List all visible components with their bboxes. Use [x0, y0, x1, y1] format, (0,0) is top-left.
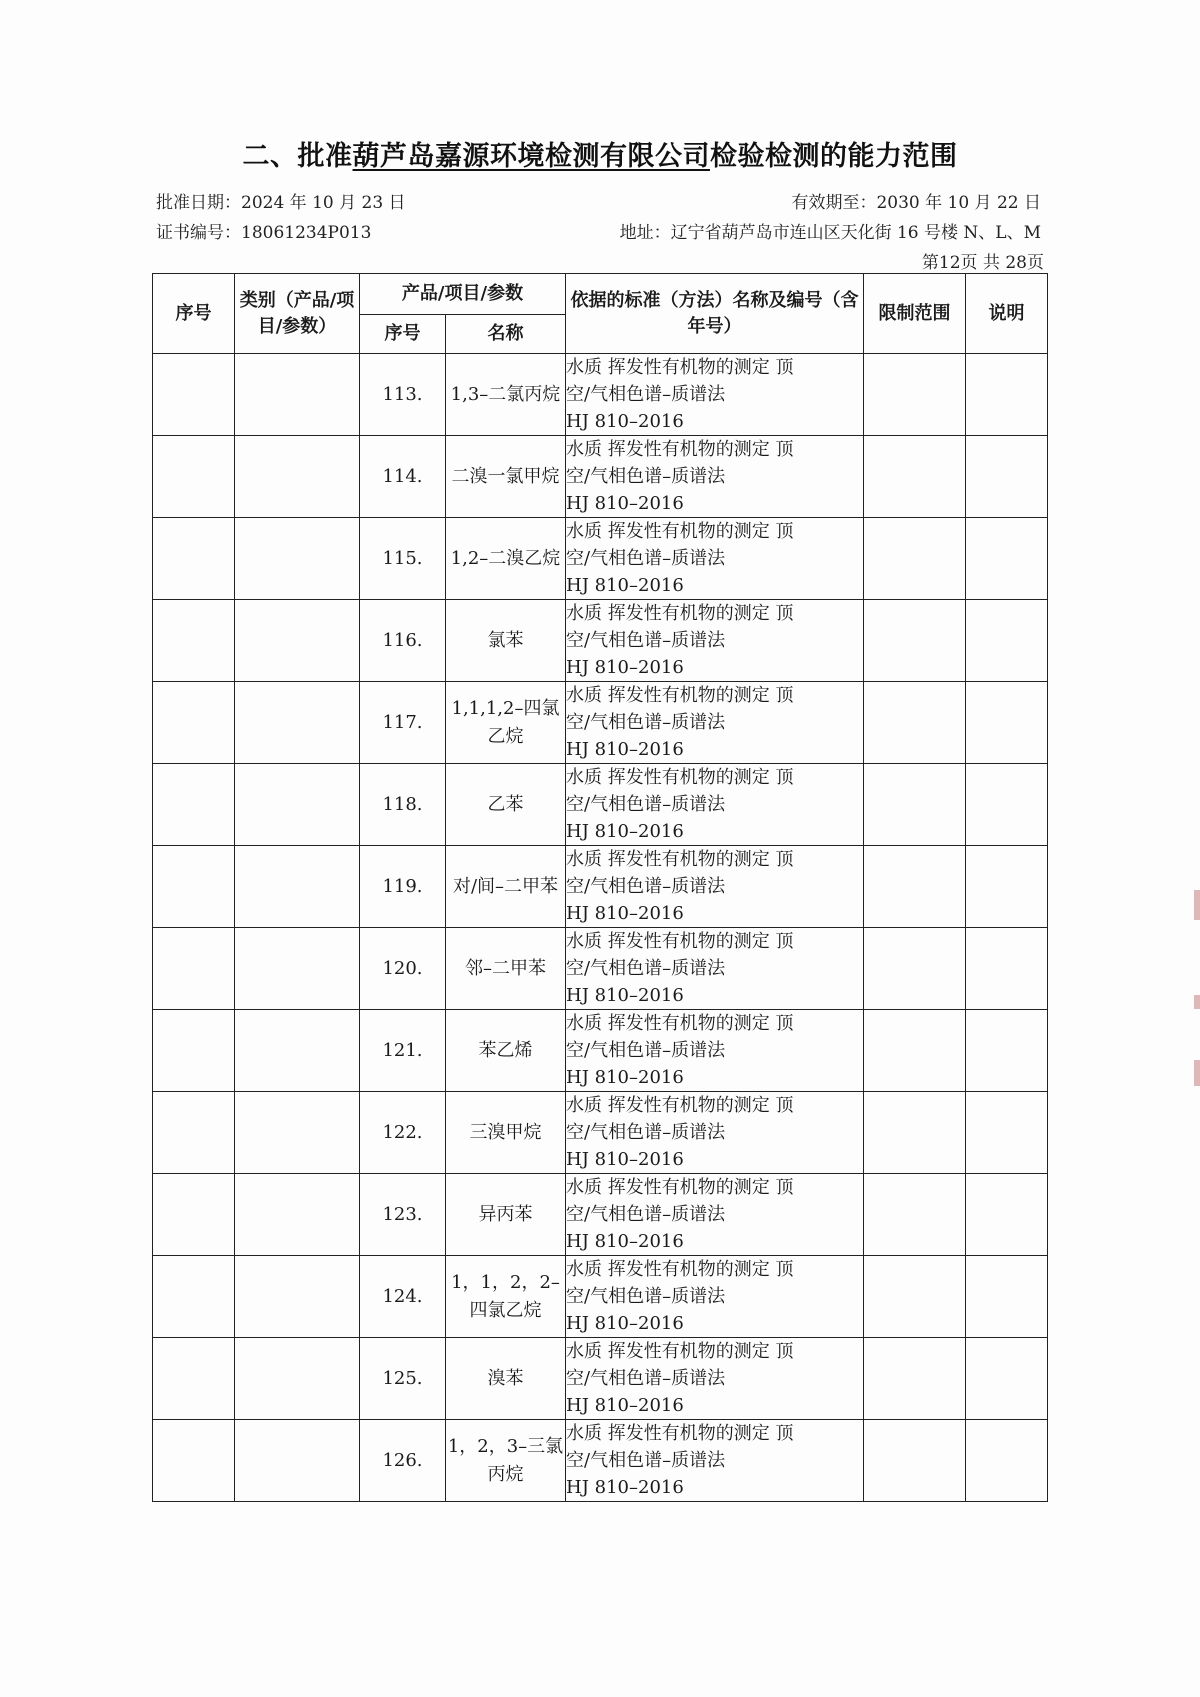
- cell-category: [235, 682, 360, 764]
- standard-line: 空/气相色谱–质谱法: [566, 384, 726, 405]
- cell-item-name: 对/间–二甲苯: [446, 846, 566, 928]
- cell-note: [966, 928, 1048, 1010]
- cell-note: [966, 682, 1048, 764]
- cell-note: [966, 436, 1048, 518]
- cell-seq: [153, 436, 235, 518]
- standard-line: 空/气相色谱–质谱法: [566, 1122, 726, 1143]
- cell-seq: [153, 846, 235, 928]
- cell-item-no: 116.: [360, 600, 446, 682]
- capability-scope-table: [152, 273, 1048, 1502]
- table-row: [153, 846, 1048, 928]
- cell-item-name: 1，2，3–三氯丙烷: [446, 1420, 566, 1502]
- cell-note: [966, 1256, 1048, 1338]
- standard-code: HJ 810–2016: [566, 657, 684, 678]
- cell-note: [966, 1174, 1048, 1256]
- standard-line: 空/气相色谱–质谱法: [566, 794, 726, 815]
- cell-seq: [153, 764, 235, 846]
- cell-standard: [566, 1092, 864, 1174]
- cell-seq: [153, 682, 235, 764]
- header-sub-name: 名称: [446, 315, 566, 354]
- standard-code: HJ 810–2016: [566, 1149, 684, 1170]
- table-row: [153, 1338, 1048, 1420]
- header-limit: 限制范围: [864, 274, 966, 354]
- cell-note: [966, 764, 1048, 846]
- cell-category: [235, 1010, 360, 1092]
- cell-limit: [864, 1174, 966, 1256]
- cell-note: [966, 1010, 1048, 1092]
- seal-edge-mark: [1194, 995, 1200, 1009]
- cell-limit: [864, 682, 966, 764]
- address: 地址：辽宁省葫芦岛市连山区天化街 16 号楼 N、L、M: [619, 223, 1041, 243]
- cell-item-no: 125.: [360, 1338, 446, 1420]
- cell-item-name: 溴苯: [446, 1338, 566, 1420]
- cell-standard: [566, 682, 864, 764]
- title-prefix: 二、批准: [242, 141, 353, 172]
- cell-standard: [566, 1174, 864, 1256]
- cell-category: [235, 1338, 360, 1420]
- standard-line: 空/气相色谱–质谱法: [566, 1204, 726, 1225]
- cell-standard: [566, 928, 864, 1010]
- table-row: [153, 928, 1048, 1010]
- cell-item-name: 1,2–二溴乙烷: [446, 518, 566, 600]
- table-body: [153, 354, 1048, 1502]
- cell-note: [966, 518, 1048, 600]
- cell-limit: [864, 600, 966, 682]
- cell-item-name: 1,1,1,2–四氯乙烷: [446, 682, 566, 764]
- cell-category: [235, 1256, 360, 1338]
- header-product-group: 产品/项目/参数: [360, 274, 566, 315]
- table-row: [153, 1420, 1048, 1502]
- standard-line: 水质 挥发性有机物的测定 顶: [566, 685, 794, 706]
- cell-seq: [153, 600, 235, 682]
- certificate-number: 证书编号：18061234P013: [156, 223, 372, 243]
- table-row: [153, 764, 1048, 846]
- standard-code: HJ 810–2016: [566, 493, 684, 514]
- standard-code: HJ 810–2016: [566, 1313, 684, 1334]
- page-info: 第12页 共 28页: [921, 253, 1044, 273]
- cell-seq: [153, 1092, 235, 1174]
- cell-note: [966, 1092, 1048, 1174]
- cell-item-name: 1,3–二氯丙烷: [446, 354, 566, 436]
- cell-standard: [566, 1256, 864, 1338]
- standard-line: 水质 挥发性有机物的测定 顶: [566, 439, 794, 460]
- cell-item-name: 氯苯: [446, 600, 566, 682]
- cell-item-name: 三溴甲烷: [446, 1092, 566, 1174]
- cell-category: [235, 354, 360, 436]
- cell-limit: [864, 1338, 966, 1420]
- standard-line: 空/气相色谱–质谱法: [566, 630, 726, 651]
- cell-seq: [153, 1256, 235, 1338]
- standard-line: 水质 挥发性有机物的测定 顶: [566, 1423, 794, 1444]
- cell-item-no: 117.: [360, 682, 446, 764]
- table-row: [153, 1010, 1048, 1092]
- cell-item-name: 异丙苯: [446, 1174, 566, 1256]
- standard-line: 水质 挥发性有机物的测定 顶: [566, 357, 794, 378]
- cell-item-no: 118.: [360, 764, 446, 846]
- cell-limit: [864, 1010, 966, 1092]
- standard-line: 空/气相色谱–质谱法: [566, 876, 726, 897]
- cell-item-no: 123.: [360, 1174, 446, 1256]
- cell-standard: [566, 1420, 864, 1502]
- cell-seq: [153, 354, 235, 436]
- cell-standard: [566, 354, 864, 436]
- cell-item-no: 114.: [360, 436, 446, 518]
- title-organization: 葫芦岛嘉源环境检测有限公司: [352, 141, 710, 172]
- table-row: [153, 518, 1048, 600]
- cell-category: [235, 1420, 360, 1502]
- standard-line: 空/气相色谱–质谱法: [566, 1368, 726, 1389]
- cell-item-no: 119.: [360, 846, 446, 928]
- cell-item-name: 乙苯: [446, 764, 566, 846]
- cell-item-name: 苯乙烯: [446, 1010, 566, 1092]
- standard-code: HJ 810–2016: [566, 1067, 684, 1088]
- cell-standard: [566, 518, 864, 600]
- cell-limit: [864, 764, 966, 846]
- cell-category: [235, 436, 360, 518]
- table-row: [153, 682, 1048, 764]
- cell-standard: [566, 846, 864, 928]
- standard-line: 水质 挥发性有机物的测定 顶: [566, 1095, 794, 1116]
- standard-code: HJ 810–2016: [566, 739, 684, 760]
- cell-limit: [864, 1256, 966, 1338]
- header-standard: 依据的标准（方法）名称及编号（含年号）: [566, 274, 864, 354]
- standard-code: HJ 810–2016: [566, 1231, 684, 1252]
- standard-code: HJ 810–2016: [566, 411, 684, 432]
- cell-limit: [864, 518, 966, 600]
- cell-item-no: 120.: [360, 928, 446, 1010]
- standard-code: HJ 810–2016: [566, 821, 684, 842]
- standard-line: 水质 挥发性有机物的测定 顶: [566, 1177, 794, 1198]
- standard-line: 空/气相色谱–质谱法: [566, 1040, 726, 1061]
- standard-code: HJ 810–2016: [566, 1395, 684, 1416]
- table-row: [153, 1174, 1048, 1256]
- cell-item-name: 1，1，2，2–四氯乙烷: [446, 1256, 566, 1338]
- cell-category: [235, 600, 360, 682]
- cell-standard: [566, 1010, 864, 1092]
- standard-line: 水质 挥发性有机物的测定 顶: [566, 603, 794, 624]
- seal-edge-mark: [1194, 1060, 1200, 1086]
- standard-line: 水质 挥发性有机物的测定 顶: [566, 1013, 794, 1034]
- approval-date: 批准日期：2024 年 10 月 23 日: [156, 193, 406, 213]
- standard-code: HJ 810–2016: [566, 575, 684, 596]
- cell-category: [235, 846, 360, 928]
- header-seq: 序号: [153, 274, 235, 354]
- valid-until: 有效期至：2030 年 10 月 22 日: [791, 193, 1041, 213]
- cell-limit: [864, 1092, 966, 1174]
- standard-line: 水质 挥发性有机物的测定 顶: [566, 849, 794, 870]
- cell-category: [235, 928, 360, 1010]
- title-suffix: 检验检测的能力范围: [710, 141, 958, 172]
- standard-line: 水质 挥发性有机物的测定 顶: [566, 767, 794, 788]
- cell-standard: [566, 764, 864, 846]
- cell-note: [966, 600, 1048, 682]
- cell-standard: [566, 600, 864, 682]
- cell-note: [966, 1420, 1048, 1502]
- cell-seq: [153, 1420, 235, 1502]
- cell-category: [235, 764, 360, 846]
- table-row: [153, 436, 1048, 518]
- cell-item-no: 122.: [360, 1092, 446, 1174]
- cell-item-no: 115.: [360, 518, 446, 600]
- cell-item-name: 二溴一氯甲烷: [446, 436, 566, 518]
- cell-category: [235, 1092, 360, 1174]
- cell-category: [235, 518, 360, 600]
- standard-line: 空/气相色谱–质谱法: [566, 1286, 726, 1307]
- standard-line: 空/气相色谱–质谱法: [566, 1450, 726, 1471]
- cell-item-no: 124.: [360, 1256, 446, 1338]
- cell-limit: [864, 928, 966, 1010]
- cell-seq: [153, 1338, 235, 1420]
- table-row: [153, 1256, 1048, 1338]
- cell-category: [235, 1174, 360, 1256]
- cell-standard: [566, 1338, 864, 1420]
- standard-line: 空/气相色谱–质谱法: [566, 548, 726, 569]
- standard-line: 水质 挥发性有机物的测定 顶: [566, 1259, 794, 1280]
- standard-line: 空/气相色谱–质谱法: [566, 466, 726, 487]
- cell-note: [966, 846, 1048, 928]
- cell-item-no: 113.: [360, 354, 446, 436]
- standard-line: 水质 挥发性有机物的测定 顶: [566, 521, 794, 542]
- table-row: [153, 600, 1048, 682]
- header-note: 说明: [966, 274, 1048, 354]
- table-row: [153, 354, 1048, 436]
- cell-item-name: 邻–二甲苯: [446, 928, 566, 1010]
- standard-code: HJ 810–2016: [566, 903, 684, 924]
- table-row: [153, 1092, 1048, 1174]
- standard-line: 空/气相色谱–质谱法: [566, 958, 726, 979]
- header-category: 类别（产品/项目/参数）: [235, 274, 360, 354]
- cell-seq: [153, 928, 235, 1010]
- cell-item-no: 126.: [360, 1420, 446, 1502]
- standard-code: HJ 810–2016: [566, 985, 684, 1006]
- cell-seq: [153, 1174, 235, 1256]
- cell-note: [966, 1338, 1048, 1420]
- cell-standard: [566, 436, 864, 518]
- standard-line: 水质 挥发性有机物的测定 顶: [566, 931, 794, 952]
- cell-limit: [864, 354, 966, 436]
- cell-limit: [864, 436, 966, 518]
- cell-limit: [864, 846, 966, 928]
- standard-line: 空/气相色谱–质谱法: [566, 712, 726, 733]
- cell-item-no: 121.: [360, 1010, 446, 1092]
- cell-seq: [153, 518, 235, 600]
- seal-edge-mark: [1194, 890, 1200, 920]
- standard-line: 水质 挥发性有机物的测定 顶: [566, 1341, 794, 1362]
- cell-note: [966, 354, 1048, 436]
- cell-seq: [153, 1010, 235, 1092]
- header-sub-seq: 序号: [360, 315, 446, 354]
- standard-code: HJ 810–2016: [566, 1477, 684, 1498]
- page-title: [0, 134, 1200, 173]
- cell-limit: [864, 1420, 966, 1502]
